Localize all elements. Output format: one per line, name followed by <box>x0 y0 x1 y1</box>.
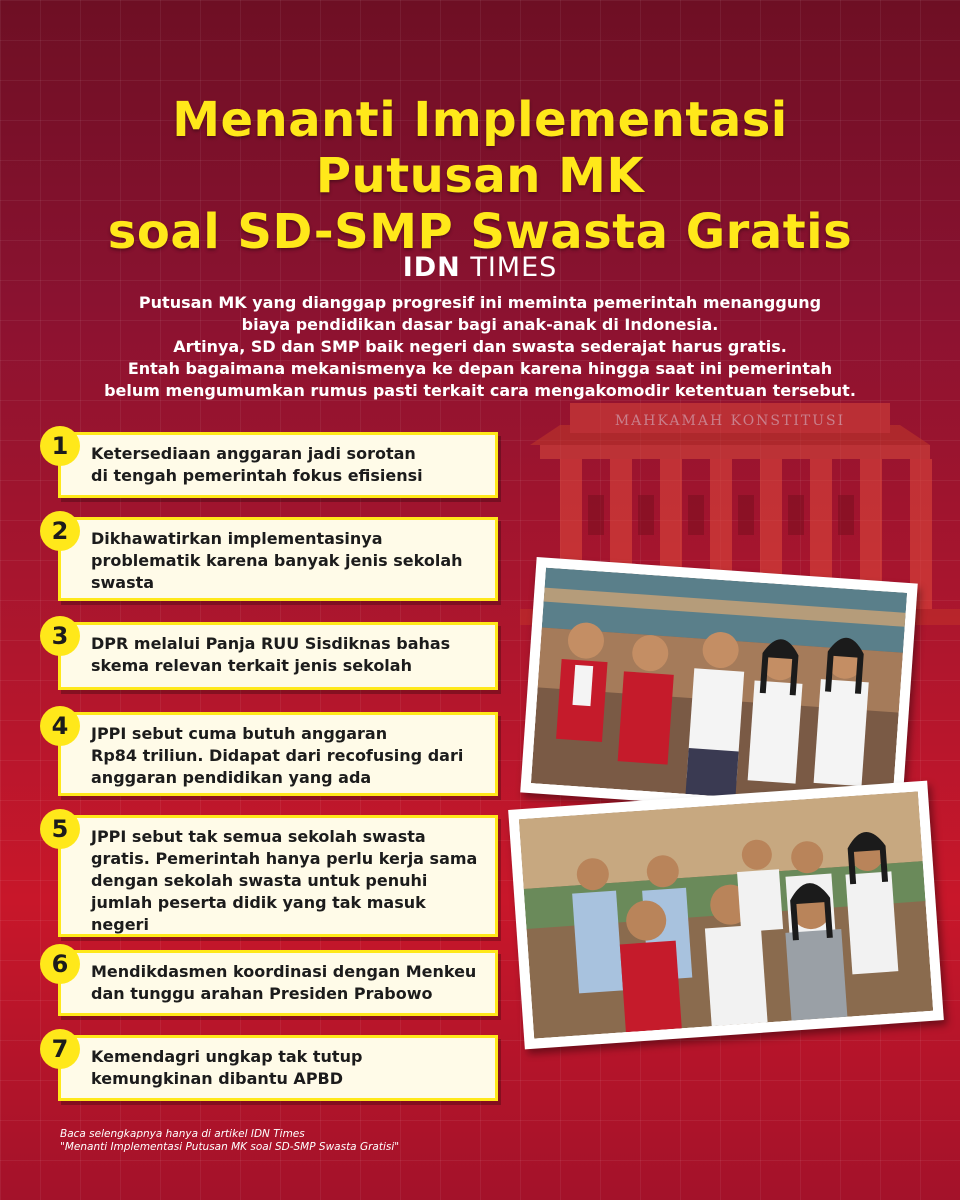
item-number: 2 <box>40 511 80 551</box>
footer-note <box>60 1128 399 1154</box>
intro-paragraph <box>80 292 880 402</box>
item-text: JPPI sebut cuma butuh anggaran <box>91 724 388 743</box>
title-line-2: Putusan MK <box>315 148 645 204</box>
brand-logo <box>0 252 960 283</box>
intro-line: belum mengumumkan rumus pasti terkait cara mengakomodir ketentuan tersebut. <box>104 381 856 400</box>
brand-light: TIMES <box>470 252 558 283</box>
item-text: JPPI sebut tak semua sekolah swasta <box>91 827 426 846</box>
building-sign: MAHKAMAH KONSTITUSI <box>614 413 846 429</box>
item-number: 4 <box>40 706 80 746</box>
item-text: gratis. Pemerintah hanya perlu kerja sama <box>91 849 478 868</box>
students-photo-2-image <box>519 791 933 1038</box>
item-text: di tengah pemerintah fokus efisiensi <box>91 466 423 485</box>
title-line-3: soal SD-SMP Swasta Gratis <box>107 204 853 260</box>
item-number: 3 <box>40 616 80 656</box>
footer-line-1: Baca selengkapnya hanya di artikel IDN Times <box>60 1128 305 1140</box>
item-text: dan tunggu arahan Presiden Prabowo <box>91 984 433 1003</box>
item-text: Ketersediaan anggaran jadi sorotan <box>91 444 416 463</box>
footer-line-2: "Menanti Implementasi Putusan MK soal SD-SMP Swasta Gratisi" <box>60 1141 400 1153</box>
students-photo-2 <box>508 781 944 1050</box>
item-text: problematik karena banyak jenis sekolah <box>91 551 463 570</box>
item-text: swasta <box>91 573 155 592</box>
item-number: 7 <box>40 1029 80 1069</box>
item-text: DPR melalui Panja RUU Sisdiknas bahas <box>91 634 451 653</box>
item-text: skema relevan terkait jenis sekolah <box>91 656 412 675</box>
item-card <box>58 1035 498 1101</box>
item-card <box>58 517 498 601</box>
item-text: Kemendagri ungkap tak tutup <box>91 1047 363 1066</box>
item-number: 1 <box>40 426 80 466</box>
item-text: Rp84 triliun. Didapat dari recofusing dari <box>91 746 464 765</box>
item-text: dengan sekolah swasta untuk penuhi <box>91 871 428 890</box>
item-card <box>58 712 498 796</box>
intro-line: biaya pendidikan dasar bagi anak-anak di Indonesia. <box>241 315 719 334</box>
intro-line: Entah bagaimana mekanismenya ke depan karena hingga saat ini pemerintah <box>127 359 833 378</box>
intro-line: Artinya, SD dan SMP baik negeri dan swasta sederajat harus gratis. <box>173 337 787 356</box>
item-number: 6 <box>40 944 80 984</box>
item-text: negeri <box>91 915 149 934</box>
students-photo-1 <box>520 557 918 819</box>
item-number: 5 <box>40 809 80 849</box>
item-text: Dikhawatirkan implementasinya <box>91 529 383 548</box>
item-card <box>58 622 498 690</box>
intro-line: Putusan MK yang dianggap progresif ini meminta pemerintah menanggung <box>138 293 822 312</box>
page-title <box>0 92 960 260</box>
item-text: kemungkinan dibantu APBD <box>91 1069 344 1088</box>
item-text: anggaran pendidikan yang ada <box>91 768 372 787</box>
brand-bold: IDN <box>402 252 461 283</box>
item-card <box>58 815 498 937</box>
item-card <box>58 950 498 1016</box>
students-photo-1-image <box>531 568 907 809</box>
item-text: Mendikdasmen koordinasi dengan Menkeu <box>91 962 477 981</box>
title-line-1: Menanti Implementasi <box>172 92 788 148</box>
item-card <box>58 432 498 498</box>
item-text: jumlah peserta didik yang tak masuk <box>91 893 426 912</box>
